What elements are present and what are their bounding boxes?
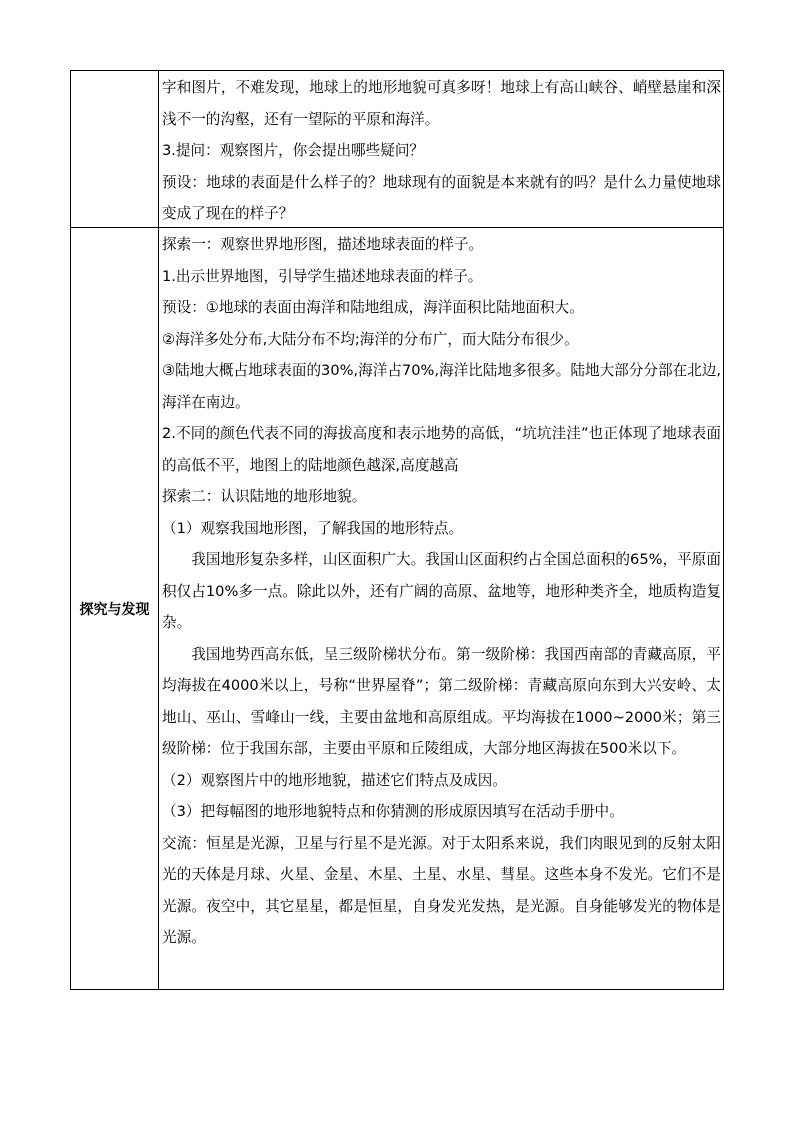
row-content — [159, 228, 724, 990]
paragraph: ③陆地大概占地球表面的30%,海洋占70%,海洋比陆地多很多。陆地大部分分部在北边,海洋在南边。 — [162, 362, 721, 411]
paragraph: 探索二：认识陆地的地形地貌。 — [162, 488, 367, 505]
paragraph: 探索一：观察世界地形图，描述地球表面的样子。 — [162, 236, 484, 253]
paragraph: 3.提问：观察图片，你会提出哪些疑问？ — [162, 142, 425, 159]
paragraph: 我国地势西高东低，呈三级阶梯状分布。第一级阶梯：我国西南部的青藏高原，平均海拔在4000米以上，号称“世界屋脊”；第二级阶梯：青藏高原向东到大兴安岭、太地山、巫山、雪峰山一线，主要由盆地和高原组成。平均海拔在1000~2000米；第三级阶梯：位于我国东部，主要由平原和丘陵组成，大部分地区海拔在500米以下。 — [162, 645, 721, 757]
paragraph: （3）把每幅图的地形地貌特点和你猜测的形成原因填写在活动手册中。 — [162, 803, 624, 820]
lesson-table — [70, 70, 724, 990]
paragraph: 2.不同的颜色代表不同的海拔高度和表示地势的高低，“坑坑洼洼”也正体现了地球表面的高低不平，地图上的陆地颜色越深,高度越高 — [162, 425, 721, 474]
row-label-explore-discover: 探究与发现 — [71, 228, 159, 990]
table-row — [71, 228, 724, 990]
paragraph: 预设：①地球的表面由海洋和陆地组成，海洋面积比陆地面积大。 — [162, 299, 584, 316]
row-content — [159, 71, 724, 228]
paragraph: 交流：恒星是光源，卫星与行星不是光源。对于太阳系来说，我们肉眼见到的反射太阳光的天体是月球、火星、金星、木星、土星、水星、彗星。这些本身不发光。它们不是光源。夜空中，其它星星，都是恒星，自身发光发热，是光源。自身能够发光的物体是光源。 — [162, 834, 721, 946]
paragraph: 预设：地球的表面是什么样子的？地球现有的面貌是本来就有的吗？是什么力量使地球变成了现在的样子？ — [162, 173, 721, 222]
table-row — [71, 71, 724, 228]
paragraph: ②海洋多处分布,大陆分布不均;海洋的分布广，而大陆分布很少。 — [162, 330, 579, 348]
paragraph: 字和图片，不难发现，地球上的地形地貌可真多呀！地球上有高山峡谷、峭壁悬崖和深浅不一的沟壑，还有一望际的平原和海洋。 — [162, 79, 721, 128]
row-label — [71, 71, 159, 228]
paragraph: （1）观察我国地形图，了解我国的地形特点。 — [162, 519, 464, 537]
paragraph: 1.出示世界地图，引导学生描述地球表面的样子。 — [162, 267, 483, 285]
paragraph: （2）观察图片中的地形地貌，描述它们特点及成因。 — [162, 771, 507, 789]
paragraph: 我国地形复杂多样，山区面积广大。我国山区面积约占全国总面积的65%，平原面积仅占10%多一点。除此以外，还有广阔的高原、盆地等，地形种类齐全，地质构造复杂。 — [162, 551, 721, 631]
